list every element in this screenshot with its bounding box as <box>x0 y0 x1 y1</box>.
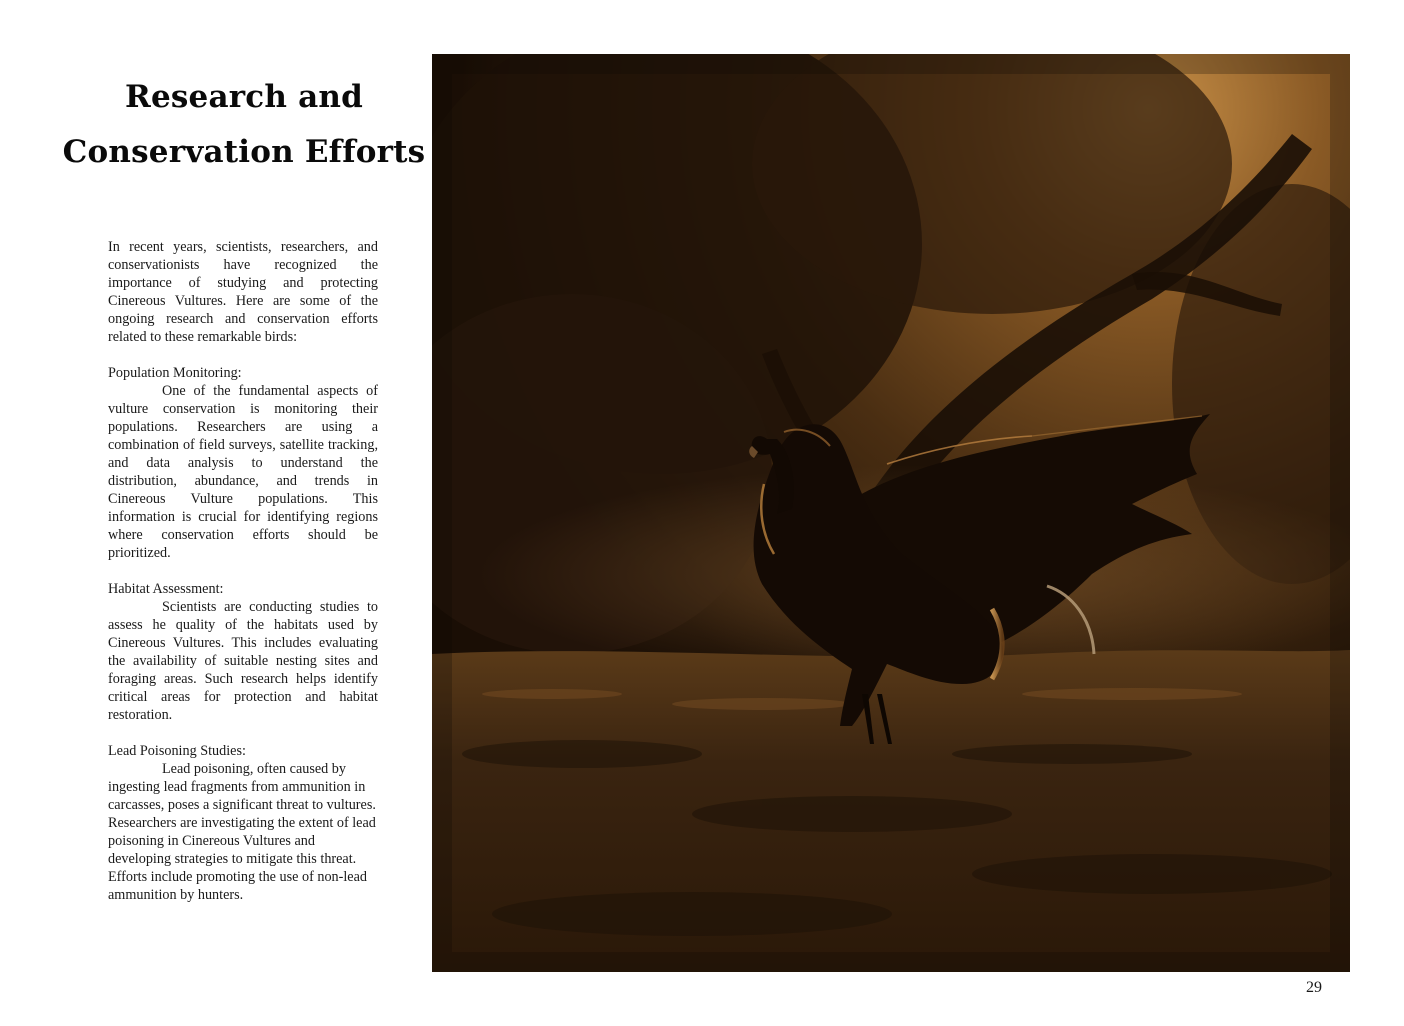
section-body-lead-poisoning: Lead poisoning, often caused by ingesting lead fragments from ammunition in carcasses, poses a significant threat to vultures. Researchers are investigating the extent of lead poisoning in Cinereous Vultures and developing strategies to mitigate this threat. Efforts include promoting the use of non-lead ammunition by hunters. <box>108 761 376 903</box>
vulture-photo <box>432 54 1350 972</box>
section-heading-lead-poisoning: Lead Poisoning Studies: <box>108 743 246 759</box>
section-body-population-monitoring: One of the fundamental aspects of vulture conservation is monitoring their populations. Researchers are using a combination of field surveys, satellite tracking, and data analysis to understand the distribution, abundance, and trends in Cinereous Vulture populations. This information is crucial for identifying regions where conservation efforts should be prioritized. <box>108 383 378 561</box>
section-heading-habitat-assessment: Habitat Assessment: <box>108 581 224 597</box>
page-title-line-2: Conservation Efforts <box>62 134 426 170</box>
page-title-line-1: Research and <box>125 79 363 115</box>
page-number: 29 <box>1306 979 1322 996</box>
section-heading-population-monitoring: Population Monitoring: <box>108 365 242 381</box>
section-body-habitat-assessment: Scientists are conducting studies to assess he quality of the habitats used by Cinereous Vultures. This includes evaluating the availability of suitable nesting sites and foraging areas. Such research helps identify critical areas for protection and habitat restoration. <box>108 599 378 723</box>
page-title <box>60 70 428 180</box>
body-text-column <box>108 238 378 922</box>
intro-paragraph: In recent years, scientists, researchers, and conservationists have recognized the importance of studying and protecting Cinereous Vultures. Here are some of the ongoing research and conservation efforts related to these remarkable birds: <box>108 239 378 345</box>
vulture-photo-illustration <box>432 54 1350 972</box>
